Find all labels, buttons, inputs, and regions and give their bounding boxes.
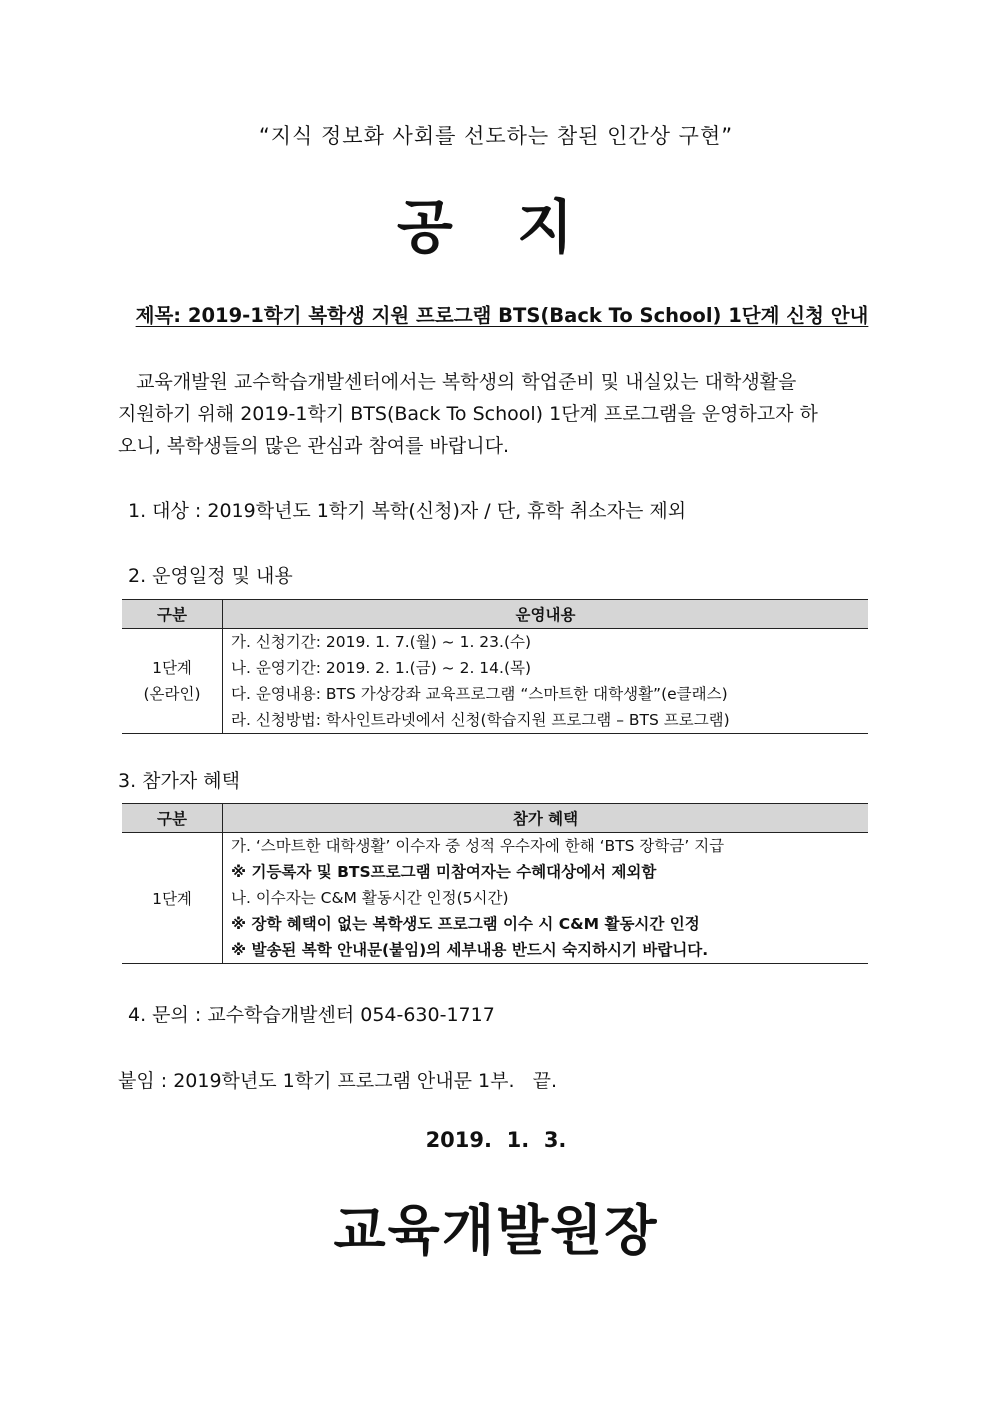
schedule-line: 라. 신청방법: 학사인트라넷에서 신청(학습지원 프로그램 – BTS 프로그램): [231, 711, 730, 729]
intro-line-3: 오니, 복학생들의 많은 관심과 참여를 바랍니다.: [118, 435, 510, 457]
schedule-row-label-1: 1단계: [152, 659, 192, 677]
item-target: 1. 대상 : 2019학년도 1학기 복학(신청)자 / 단, 휴학 취소자는 제외: [128, 500, 687, 522]
schedule-line: 나. 운영기간: 2019. 2. 1.(금) ~ 2. 14.(목): [231, 659, 532, 677]
benefits-row: [122, 833, 868, 964]
notice-title: 공 지: [396, 193, 596, 261]
issue-date: 2019. 1. 3.: [425, 1128, 567, 1152]
intro-paragraph: [118, 366, 888, 462]
benefit-line: 가. ‘스마트한 대학생활’ 이수자 중 성적 우수자에 한해 ‘BTS 장학금’ 지급: [231, 837, 725, 855]
benefits-row-label: 1단계: [122, 833, 223, 964]
item-benefits-heading: 3. 참가자 혜택: [118, 770, 240, 792]
schedule-line: 다. 운영내용: BTS 가상강좌 교육프로그램 “스마트한 대학생활”(e클래스): [231, 685, 728, 703]
schedule-header-category: 구분: [122, 600, 223, 629]
item-schedule-heading: 2. 운영일정 및 내용: [128, 565, 293, 587]
benefits-header-row: [122, 804, 868, 833]
intro-line-1: 교육개발원 교수학습개발센터에서는 복학생의 학업준비 및 내실있는 대학생활을: [118, 371, 797, 393]
schedule-row-content: [223, 629, 869, 734]
benefit-note: ※ 발송된 복학 안내문(붙임)의 세부내용 반드시 숙지하시기 바랍니다.: [231, 941, 709, 959]
schedule-line: 가. 신청기간: 2019. 1. 7.(월) ~ 1. 23.(수): [231, 633, 532, 651]
subject-line: 제목: 2019-1학기 복학생 지원 프로그램 BTS(Back To School) 1단계 신청 안내: [135, 304, 869, 327]
benefit-note: ※ 기등록자 및 BTS프로그램 미참여자는 수혜대상에서 제외함: [231, 863, 657, 881]
benefits-row-content: [223, 833, 869, 964]
attachment-line: 붙임 : 2019학년도 1학기 프로그램 안내문 1부. 끝.: [118, 1070, 558, 1092]
benefits-table: [122, 803, 868, 964]
schedule-row: [122, 629, 868, 734]
schedule-header-row: [122, 600, 868, 629]
benefit-line: 나. 이수자는 C&M 활동시간 인정(5시간): [231, 889, 509, 907]
benefits-header-content: 참가 혜택: [223, 804, 869, 833]
benefit-note: ※ 장학 혜택이 없는 복학생도 프로그램 이수 시 C&M 활동시간 인정: [231, 915, 700, 933]
benefits-header-category: 구분: [122, 804, 223, 833]
schedule-row-label-2: (온라인): [143, 685, 201, 703]
schedule-row-label: [122, 629, 223, 734]
schedule-table: [122, 599, 868, 734]
intro-line-2: 지원하기 위해 2019-1학기 BTS(Back To School) 1단계 프로그램을 운영하고자 하: [118, 403, 818, 425]
signature: 교육개발원장: [333, 1199, 659, 1262]
schedule-header-content: 운영내용: [223, 600, 869, 629]
slogan: “지식 정보화 사회를 선도하는 참된 인간상 구현”: [258, 124, 734, 148]
item-contact: 4. 문의 : 교수학습개발센터 054-630-1717: [128, 1004, 495, 1026]
